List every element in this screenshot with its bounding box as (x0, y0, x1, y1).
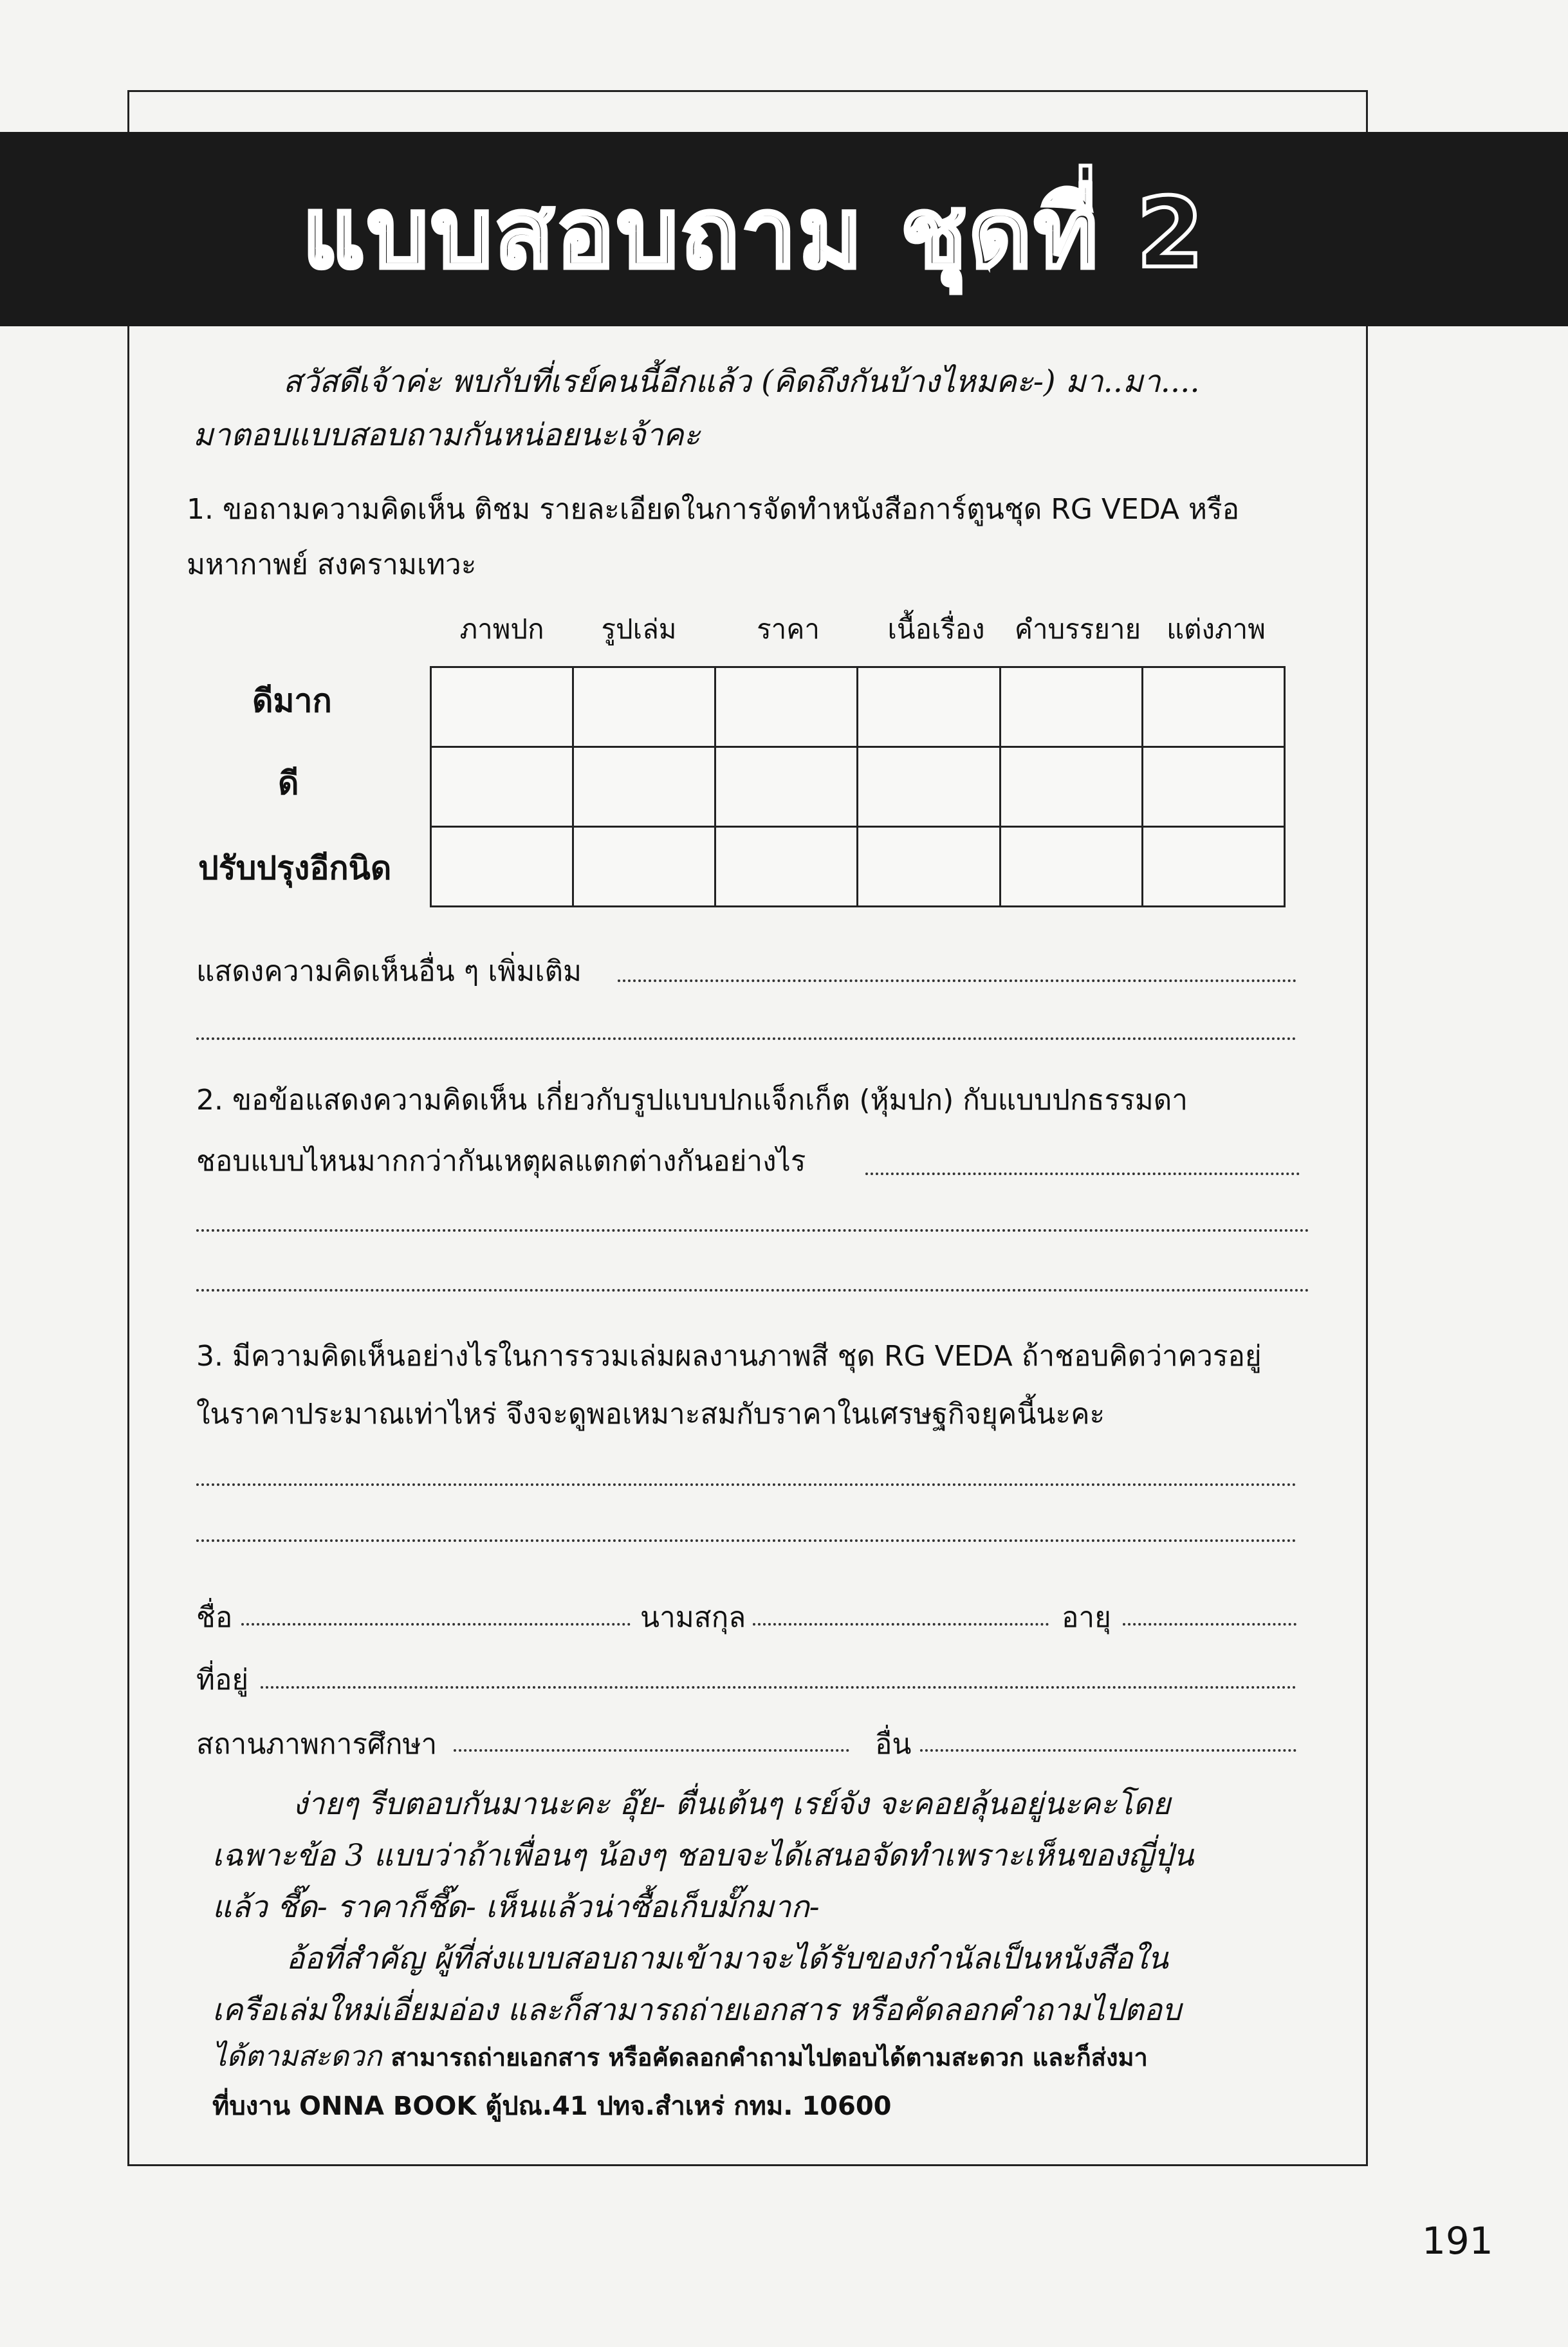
column-header-price: ราคา (757, 613, 820, 645)
rating-cell[interactable] (715, 747, 858, 827)
rating-cell[interactable] (573, 747, 715, 827)
greeting-line-2: มาตอบแบบสอบถามกันหน่อยนะเจ้าคะ (193, 417, 701, 453)
rating-cell[interactable] (1142, 667, 1284, 747)
row-label-excellent: ดีมาก (252, 682, 332, 719)
rating-cell[interactable] (858, 747, 1000, 827)
q3-answer-line-2[interactable] (196, 1539, 1296, 1542)
rating-cell[interactable] (573, 827, 715, 907)
q3-line-2: ในราคาประมาณเท่าไหร่ จึงจะดูพอเหมาะสมกับราคาในเศรษฐกิจยุคนี้นะคะ (196, 1398, 1105, 1431)
rating-row-improve (431, 827, 1285, 907)
page-number: 191 (1422, 2219, 1493, 2263)
other-field[interactable] (920, 1749, 1296, 1752)
closing-line-6a: ได้ตามสะดวก (212, 2040, 382, 2073)
greeting-line-1: สวัสดีเจ้าค่ะ พบกับที่เรย์คนนี้อีกแล้ว (คิดถึงกันบ้างไหมคะ-) มา..มา.... (283, 364, 1200, 400)
age-field[interactable] (1123, 1623, 1296, 1626)
closing-line-1: ง่ายๆ รีบตอบกันมานะคะ อุ๊ย- ตื่นเต้นๆ เรย์จัง จะคอยลุ้นอยู่นะคะโดย (293, 1786, 1171, 1822)
rating-cell[interactable] (431, 827, 573, 907)
page-title: แบบสอบถาม ชุดที่ 2 (302, 178, 1206, 290)
closing-line-5: เครือเล่มใหม่เอี่ยมอ่อง และก็สามารถถ่ายเอกสาร หรือคัดลอกคำถามไปตอบ (212, 1992, 1181, 2028)
q1-other-answer-line-2[interactable] (196, 1037, 1296, 1040)
address-label: ที่อยู่ (196, 1664, 249, 1696)
q2-line-2: ชอบแบบไหนมากกว่ากันเหตุผลแตกต่างกันอย่างไร (196, 1145, 806, 1178)
education-status-label: สถานภาพการศึกษา (196, 1728, 438, 1761)
surname-field[interactable] (753, 1623, 1049, 1626)
q1-line-1: 1. ขอถามความคิดเห็น ติชม รายละเอียดในการจัดทำหนังสือการ์ตูนชุด RG VEDA หรือ (187, 493, 1240, 526)
rating-cell[interactable] (858, 827, 1000, 907)
q3-answer-line-1[interactable] (196, 1483, 1296, 1486)
q2-answer-line-1[interactable] (865, 1173, 1300, 1175)
rating-cell[interactable] (858, 667, 1000, 747)
rating-cell[interactable] (715, 667, 858, 747)
q2-answer-line-2[interactable] (196, 1229, 1309, 1232)
rating-cell[interactable] (573, 667, 715, 747)
other-label: อื่น (875, 1728, 912, 1761)
q2-answer-line-3[interactable] (196, 1289, 1309, 1292)
education-status-field[interactable] (454, 1749, 849, 1752)
closing-line-3: แล้ว ชี๊ด- ราคาก็ชี๊ด- เห็นแล้วน่าซื้อเก็บมั๊กมาก- (212, 1889, 820, 1925)
rating-cell[interactable] (1142, 827, 1284, 907)
rating-cell[interactable] (431, 667, 573, 747)
rating-grid (430, 666, 1286, 907)
name-label: ชื่อ (196, 1601, 233, 1634)
rating-cell[interactable] (1000, 667, 1142, 747)
column-header-artwork: แต่งภาพ (1167, 613, 1266, 645)
age-label: อายุ (1062, 1601, 1111, 1634)
rating-row-good (431, 747, 1285, 827)
address-field[interactable] (261, 1686, 1296, 1689)
row-label-improve: ปรับปรุงอีกนิด (198, 849, 392, 887)
rating-cell[interactable] (1000, 747, 1142, 827)
mailing-address: ที่บงาน ONNA BOOK ตู้ปณ.41 ปทจ.สำเหร่ กทม. 10600 (212, 2092, 892, 2121)
closing-line-2: เฉพาะข้อ 3 แบบว่าถ้าเพื่อนๆ น้องๆ ชอบจะได้เสนอจัดทำเพราะเห็นของญี่ปุ่น (212, 1838, 1194, 1873)
rating-row-excellent (431, 667, 1285, 747)
row-label-good: ดี (278, 765, 299, 802)
q1-other-label: แสดงความคิดเห็นอื่น ๆ เพิ่มเติม (196, 955, 582, 988)
surname-label: นามสกุล (640, 1601, 746, 1634)
closing-line-4: อ้อที่สำคัญ ผู้ที่ส่งแบบสอบถามเข้ามาจะได้รับของกำนัลเป็นหนังสือใน (286, 1941, 1168, 1976)
q1-other-answer-line[interactable] (618, 979, 1296, 982)
rating-cell[interactable] (715, 827, 858, 907)
name-field[interactable] (241, 1623, 631, 1626)
q2-line-1: 2. ขอข้อแสดงความคิดเห็น เกี่ยวกับรูปแบบปกแจ็กเก็ต (หุ้มปก) กับแบบปกธรรมดา (196, 1084, 1188, 1117)
closing-line-6b: สามารถถ่ายเอกสาร หรือคัดลอกคำถามไปตอบได้ตามสะดวก และก็ส่งมา (391, 2043, 1148, 2072)
closing-line-6 (212, 2034, 1148, 2079)
column-header-binding: รูปเล่ม (601, 613, 677, 645)
q3-line-1: 3. มีความคิดเห็นอย่างไรในการรวมเล่มผลงานภาพสี ชุด RG VEDA ถ้าชอบคิดว่าควรอยู่ (196, 1340, 1262, 1373)
column-header-narration: คำบรรยาย (1014, 613, 1141, 645)
rating-cell[interactable] (1000, 827, 1142, 907)
column-header-story: เนื้อเรื่อง (887, 613, 985, 645)
column-header-cover: ภาพปก (459, 613, 544, 645)
q1-line-2: มหากาพย์ สงครามเทวะ (187, 548, 477, 581)
rating-cell[interactable] (1142, 747, 1284, 827)
rating-cell[interactable] (431, 747, 573, 827)
